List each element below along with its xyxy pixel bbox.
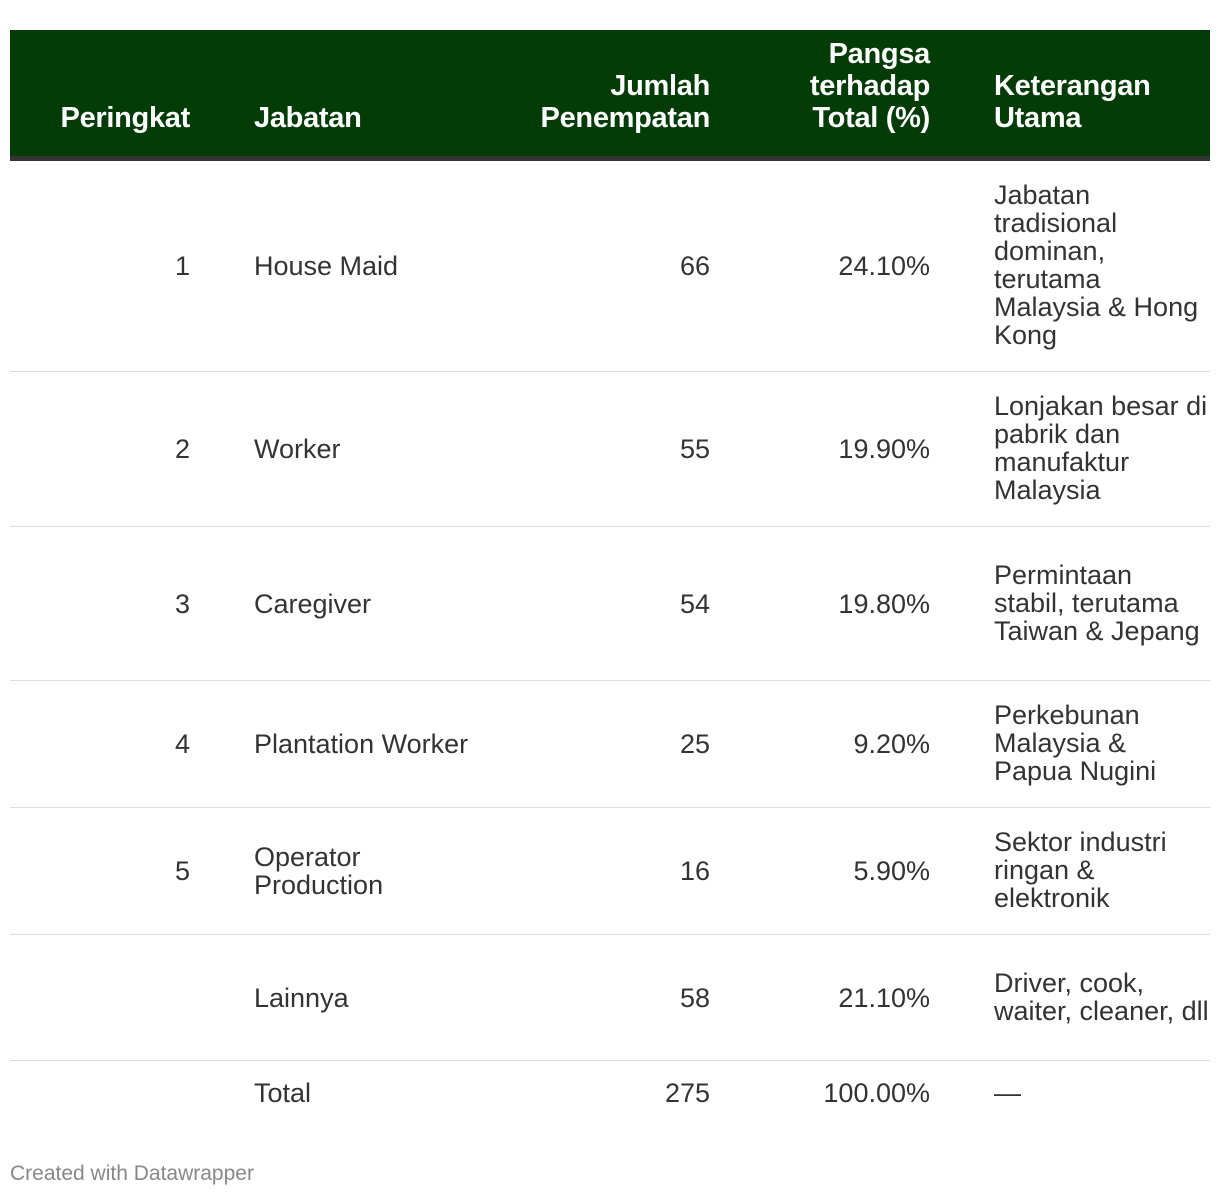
cell-rank — [10, 935, 190, 1061]
cell-note: Jabatan tradisional dominan, terutama Malaysia & Hong Kong — [994, 159, 1210, 372]
cell-note: — — [994, 1077, 1021, 1108]
cell-job: Total — [254, 1077, 312, 1108]
header-share[interactable]: Pangsa terhadap Total (%) — [710, 30, 930, 159]
cell-count: 58 — [490, 935, 710, 1061]
cell-rank: 2 — [10, 372, 190, 527]
cell-count: 25 — [490, 681, 710, 808]
cell-share: 24.10% — [710, 159, 930, 372]
table-row — [10, 159, 1210, 372]
cell-job: House Maid — [254, 159, 490, 372]
cell-share: 9.20% — [710, 681, 930, 808]
datawrapper-credit: Created with Datawrapper — [10, 1162, 254, 1185]
cell-rank: 5 — [10, 808, 190, 935]
cell-share: 19.80% — [710, 527, 930, 681]
cell-count: 55 — [490, 372, 710, 527]
cell-share: 100.00% — [823, 1077, 930, 1108]
table-row-total — [10, 1061, 1210, 1125]
cell-job: Worker — [254, 372, 490, 527]
table-row — [10, 372, 1210, 527]
placement-table — [10, 30, 1210, 1125]
cell-share: 19.90% — [710, 372, 930, 527]
cell-job: Operator Production — [254, 808, 490, 935]
data-table-container — [10, 30, 1210, 1125]
table-row — [10, 527, 1210, 681]
header-rank[interactable]: Peringkat — [10, 30, 190, 159]
cell-job: Caregiver — [254, 527, 490, 681]
cell-count: 54 — [490, 527, 710, 681]
cell-rank — [10, 1061, 190, 1125]
table-row — [10, 808, 1210, 935]
cell-note: Perkebunan Malaysia & Papua Nugini — [994, 681, 1210, 808]
cell-rank: 1 — [10, 159, 190, 372]
header-note[interactable]: Keterangan Utama — [994, 30, 1210, 159]
cell-count: 66 — [490, 159, 710, 372]
table-row — [10, 935, 1210, 1061]
table-body — [10, 159, 1210, 1125]
table-header — [10, 30, 1210, 159]
header-row — [10, 30, 1210, 159]
header-count[interactable]: Jumlah Penempatan — [490, 30, 710, 159]
table-row — [10, 681, 1210, 808]
cell-note: Driver, cook, waiter, cleaner, dll — [994, 935, 1210, 1061]
cell-rank: 3 — [10, 527, 190, 681]
cell-job: Plantation Worker — [254, 681, 490, 808]
cell-share: 21.10% — [710, 935, 930, 1061]
cell-job: Lainnya — [254, 935, 490, 1061]
cell-note: Sektor industri ringan & elektronik — [994, 808, 1210, 935]
cell-note: Permintaan stabil, terutama Taiwan & Jepang — [994, 527, 1210, 681]
cell-count: 16 — [490, 808, 710, 935]
cell-note: Lonjakan besar di pabrik dan manufaktur Malaysia — [994, 372, 1210, 527]
cell-share: 5.90% — [710, 808, 930, 935]
cell-count: 275 — [664, 1077, 710, 1108]
header-job[interactable]: Jabatan — [254, 30, 490, 159]
cell-rank: 4 — [10, 681, 190, 808]
